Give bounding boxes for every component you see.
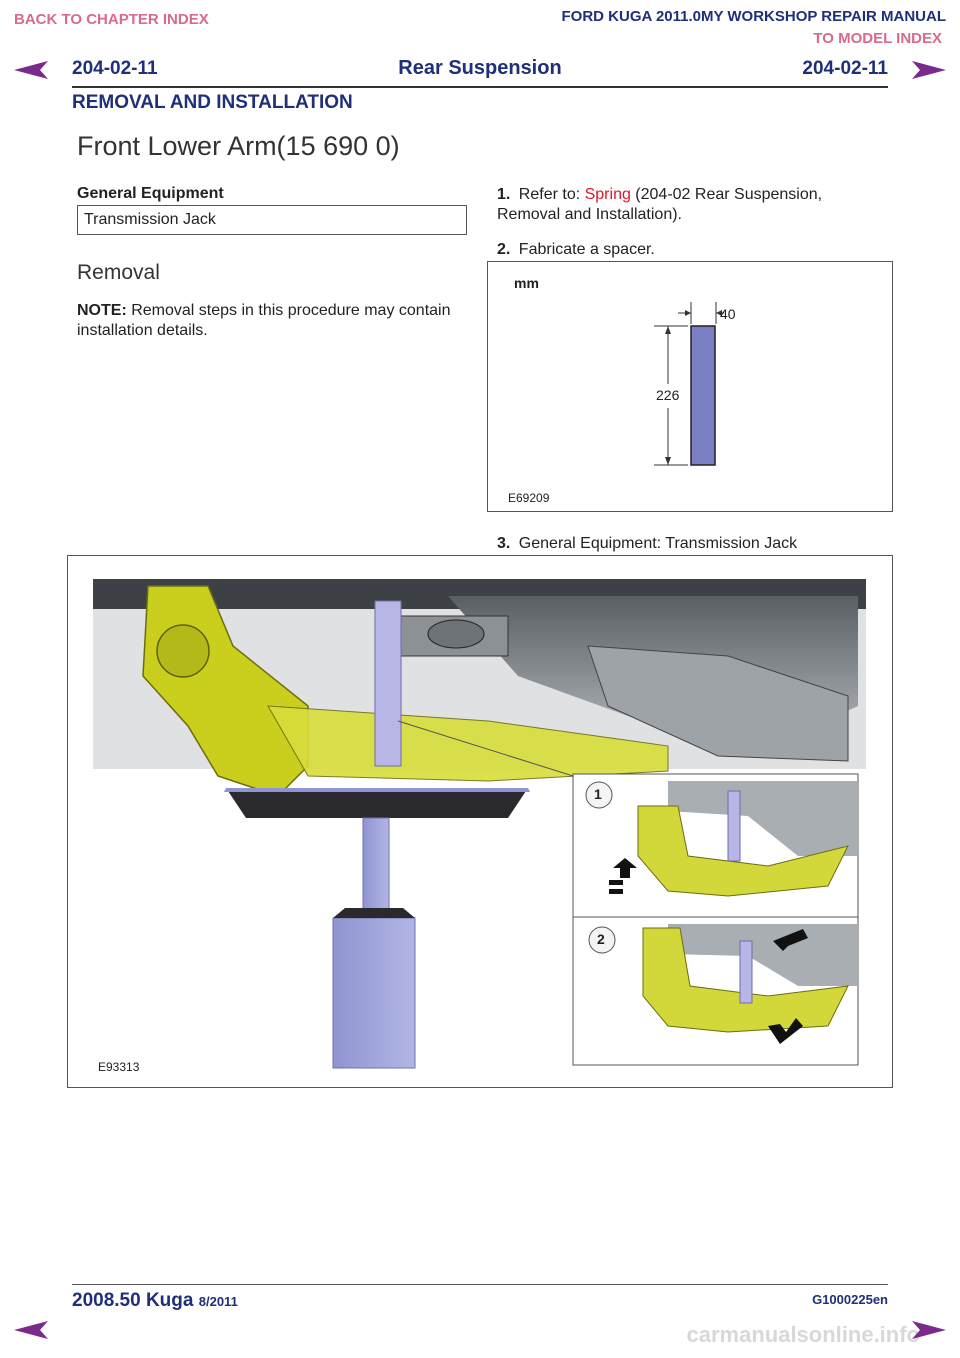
width-dimension-label: 40 [720, 306, 736, 322]
callout-1: 1 [594, 786, 602, 802]
spacer-figure [487, 261, 893, 512]
removal-heading: Removal [77, 261, 160, 284]
step-2-number: 2. [497, 241, 511, 258]
figure-code-e69209: E69209 [508, 491, 550, 505]
footer-rule [72, 1284, 888, 1285]
step-3-text: General Equipment: Transmission Jack [518, 535, 798, 552]
footer-code: G1000225en [812, 1292, 888, 1307]
to-model-index-link[interactable]: TO MODEL INDEX [813, 30, 942, 47]
footer-date: 8/2011 [198, 1294, 238, 1309]
spring-link[interactable]: Spring [584, 186, 631, 203]
manual-title: FORD KUGA 2011.0MY WORKSHOP REPAIR MANUAL [561, 8, 946, 25]
step-3 [497, 534, 797, 554]
suspension-illustration [68, 556, 892, 1087]
spacer-drawing [488, 262, 892, 511]
unit-label: mm [514, 275, 539, 291]
page-number-right: 204-02-11 [802, 58, 888, 79]
watermark: carmanualsonline.info [686, 1322, 920, 1347]
header-rule [72, 86, 888, 88]
step-1 [497, 185, 887, 225]
bottom-prev-page-arrow-icon[interactable] [10, 1318, 50, 1342]
footer-model-text: 2008.50 Kuga [72, 1290, 194, 1311]
step-2 [497, 240, 655, 260]
step-1-number: 1. [497, 186, 511, 203]
step-2-text: Fabricate a spacer. [518, 241, 655, 258]
note-label: NOTE: [77, 302, 127, 319]
figure-code-e93313: E93313 [98, 1060, 140, 1074]
transmission-jack-figure [67, 555, 893, 1088]
height-dimension-label: 226 [656, 387, 680, 403]
procedure-title: Front Lower Arm(15 690 0) [77, 131, 400, 161]
note-text: Removal steps in this procedure may contain installation details. [77, 302, 451, 339]
page-number-left: 204-02-11 [72, 58, 158, 79]
callout-2: 2 [597, 931, 605, 947]
equipment-table-cell: Transmission Jack [77, 205, 467, 235]
step-1-suffix: (204-02 Rear Suspension, Removal and Installation). [497, 186, 823, 223]
next-page-arrow-icon[interactable] [910, 58, 950, 82]
step-3-number: 3. [497, 535, 511, 552]
bottom-next-page-arrow-icon[interactable] [910, 1318, 950, 1342]
footer-model [72, 1290, 238, 1312]
back-to-chapter-index-link[interactable]: BACK TO CHAPTER INDEX [14, 11, 209, 28]
step-1-prefix: Refer to: [518, 186, 585, 203]
note-paragraph [77, 301, 457, 341]
section-title: Rear Suspension [398, 57, 562, 79]
general-equipment-heading: General Equipment [77, 185, 224, 202]
category-heading: REMOVAL AND INSTALLATION [72, 92, 353, 113]
